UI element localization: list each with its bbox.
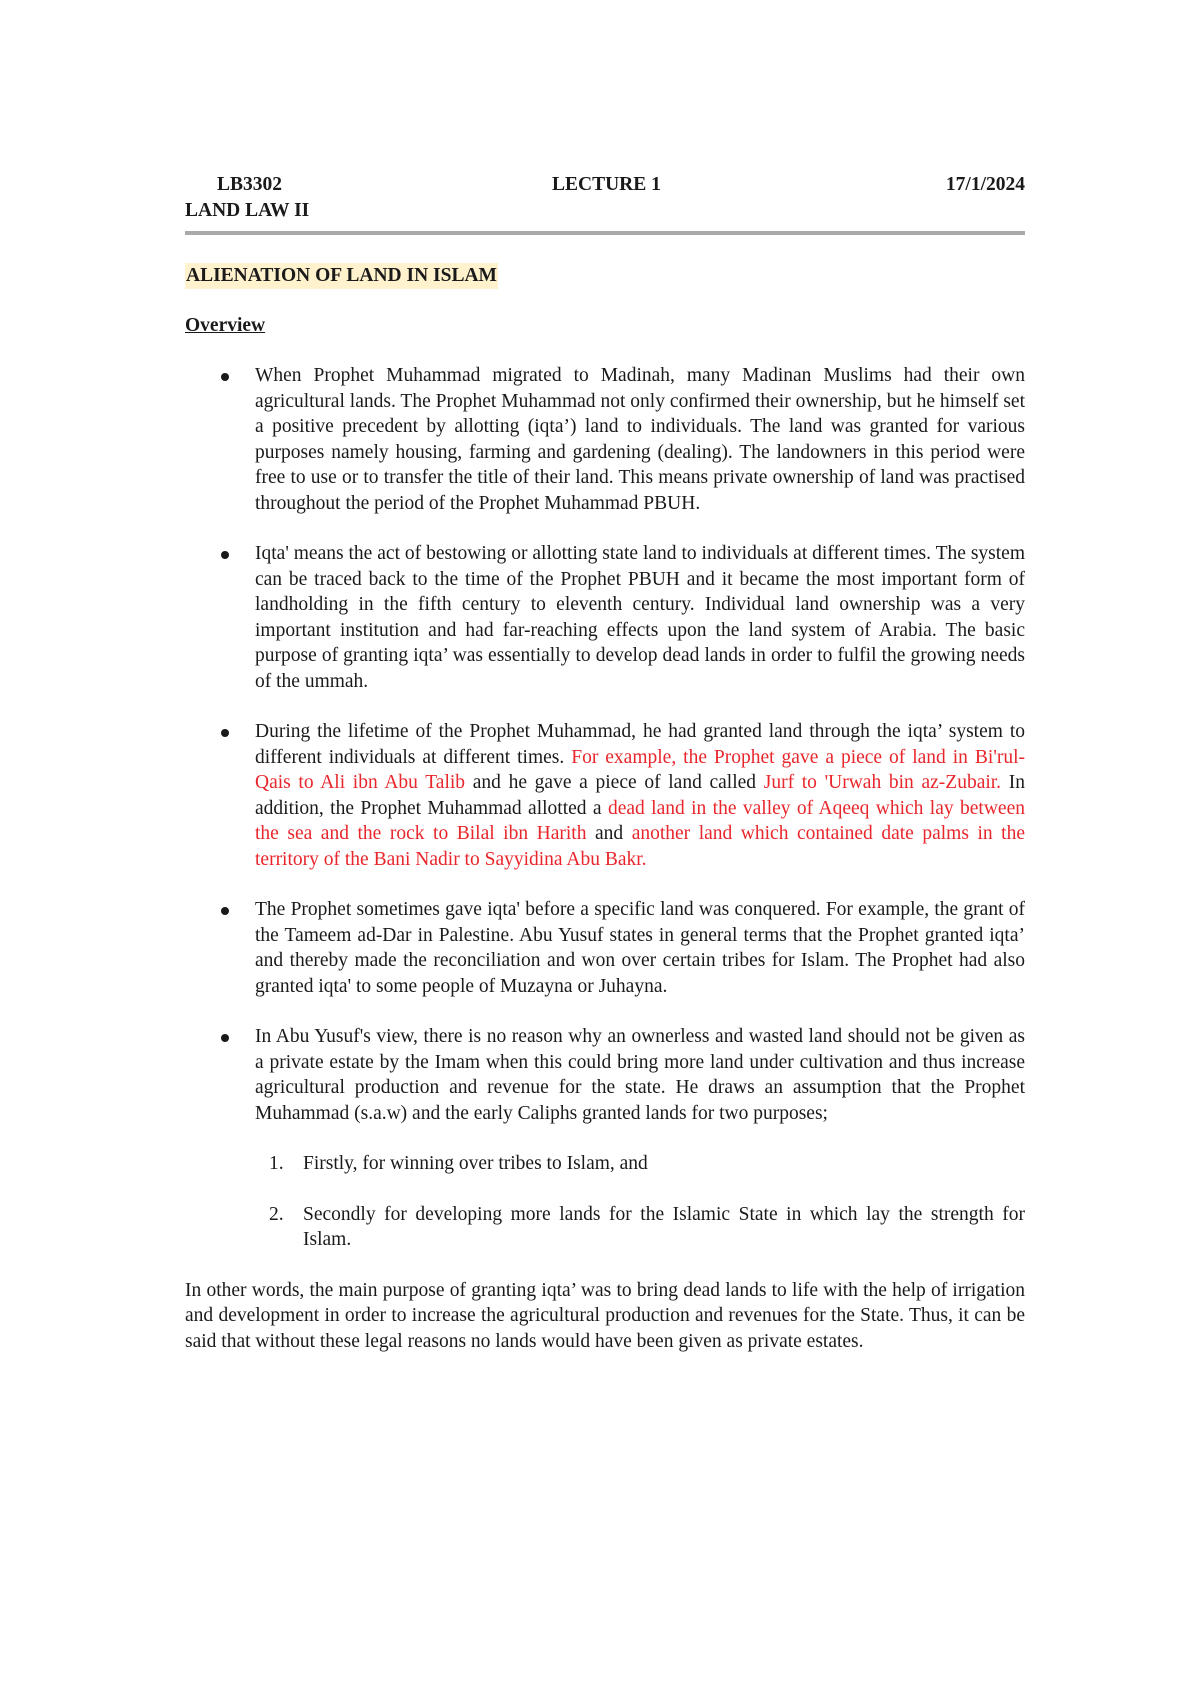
numbered-item <box>185 1151 1025 1177</box>
bullet-text: In addition, the Prophet Muhammad allotted a <box>255 772 1025 819</box>
bullet-item <box>185 541 1025 694</box>
bullet-dot-icon <box>221 373 229 381</box>
lecture-date: 17/1/2024 <box>945 174 1025 195</box>
course-code: LB3302 <box>217 174 283 195</box>
section-heading: Overview <box>185 314 266 336</box>
bullet-item <box>185 719 1025 872</box>
item-text: Firstly, for winning over tribes to Islam, and <box>303 1153 648 1174</box>
document-page <box>185 172 1025 1374</box>
bullet-text: The Prophet sometimes gave iqta' before a specific land was conquered. For example, the grant of the Tameem ad-Dar in Palestine. Abu Yusuf states in general terms that the Prophet granted iqta’ and thereby made the reconciliation and won over certain tribes for Islam. The Prophet had also granted iqta' to some people of Muzayna or Juhayna. <box>255 899 1025 997</box>
item-number: 1. <box>269 1153 284 1174</box>
bullet-text: and he gave a piece of land called <box>465 772 764 793</box>
document-title: ALIENATION OF LAND IN ISLAM <box>185 263 498 289</box>
header-rule <box>185 231 1025 235</box>
closing-paragraph: In other words, the main purpose of granting iqta’ was to bring dead lands to life with the help of irrigation and development in order to increase the agricultural production and revenues for the State. Thus, it can be said that without these legal reasons no lands would have been given as private estates. <box>185 1279 1025 1352</box>
bullet-dot-icon <box>221 729 229 737</box>
highlighted-example: For example, the Prophet gave a piece of land in Bi'rul-Qais to Ali ibn Abu Talib <box>255 746 1025 793</box>
highlighted-example: dead land in the valley of Aqeeq which lay between the sea and the rock to Bilal ibn Harith <box>255 797 1025 844</box>
bullet-item <box>185 1024 1025 1126</box>
document-header <box>185 172 1025 198</box>
lecture-number: LECTURE 1 <box>552 174 661 195</box>
highlighted-example: Jurf to 'Urwah bin az-Zubair. <box>763 772 1002 793</box>
numbered-list <box>185 1151 1025 1253</box>
bullet-dot-icon <box>221 1034 229 1042</box>
highlighted-example: another land which contained date palms in the territory of the Bani Nadir to Sayyidina Abu Bakr. <box>255 823 1025 870</box>
bullet-text: and <box>586 823 632 844</box>
bullet-text: Iqta' means the act of bestowing or allotting state land to individuals at different times. The system can be traced back to the time of the Prophet PBUH and it became the most important form of landholding in the fifth century to eleventh century. Individual land ownership was a very important institution and had far-reaching effects upon the land system of Arabia. The basic purpose of granting iqta’ was essentially to develop dead lands in order to fulfil the growing needs of the ummah. <box>255 543 1025 692</box>
bullet-item <box>185 897 1025 999</box>
item-number: 2. <box>269 1203 284 1225</box>
numbered-item <box>185 1202 1025 1253</box>
course-name: LAND LAW II <box>185 200 310 221</box>
bullet-text: During the lifetime of the Prophet Muhammad, he had granted land through the iqta’ system to different individuals at different times. <box>255 721 1025 768</box>
bullet-dot-icon <box>221 907 229 915</box>
bullet-item <box>185 363 1025 516</box>
bullet-list <box>185 363 1025 1126</box>
bullet-text: In Abu Yusuf's view, there is no reason why an ownerless and wasted land should not be given as a private estate by the Imam when this could bring more land under cultivation and thus increase agricultural production and revenue for the state. He draws an assumption that the Prophet Muhammad (s.a.w) and the early Caliphs granted lands for two purposes; <box>255 1026 1025 1124</box>
item-text: Secondly for developing more lands for the Islamic State in which lay the strength for Islam. <box>303 1203 1025 1250</box>
bullet-dot-icon <box>221 551 229 559</box>
bullet-text: When Prophet Muhammad migrated to Madinah, many Madinan Muslims had their own agricultural lands. The Prophet Muhammad not only confirmed their ownership, but he himself set a positive precedent by allotting (iqta’) land to individuals. The land was granted for various purposes namely housing, farming and gardening (dealing). The landowners in this period were free to use or to transfer the title of their land. This means private ownership of land was practised throughout the period of the Prophet Muhammad PBUH. <box>255 365 1025 514</box>
